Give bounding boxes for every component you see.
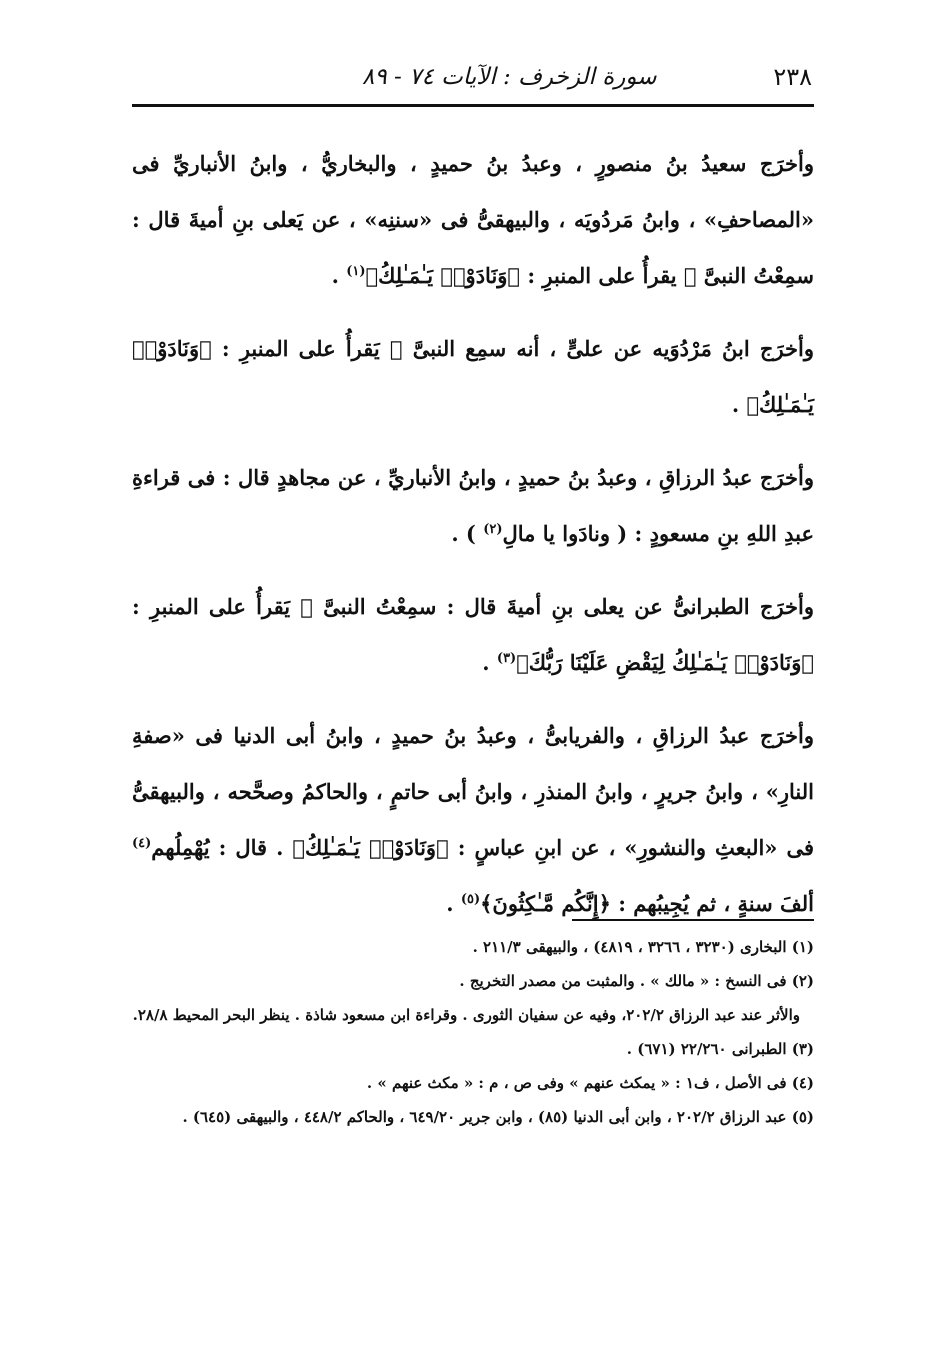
main-text — [132, 136, 814, 949]
paragraph-text: وأخرَج ابنُ مَرْدُوَيه عن علىٍّ ، أنه سمِع النبىَّ ﷺ يَقرأُ على المنبرِ : — [211, 336, 814, 361]
quran-verse: ﴿إِنَّكُم مَّـٰكِثُونَ﴾ — [480, 891, 611, 916]
paragraph-text: . — [731, 392, 747, 417]
paragraph-1 — [132, 136, 814, 304]
header-rule — [132, 104, 814, 107]
paragraph-text: ألفَ سنةٍ ، ثم يُجِيبُهم : — [610, 891, 814, 916]
paragraph-4 — [132, 579, 814, 691]
footnote-reference: (٥) — [460, 892, 481, 907]
footnote-2: (٢) فى النسخ : « مالك » . والمثبت من مصدر التخريج . — [459, 972, 814, 990]
footnote-separator — [572, 919, 814, 921]
quran-verse: ﴿وَنَادَوْا۟ يَـٰمَـٰلِكُ﴾ — [365, 263, 521, 288]
quran-verse: ﴿وَنَادَوْا۟ يَـٰمَـٰلِكُ﴾ — [132, 336, 814, 417]
running-title: سورة الزخرف : الآيات ٧٤ - ٨٩ — [362, 64, 657, 90]
paragraph-2 — [132, 321, 814, 433]
paragraph-text: وأخرَج سعيدُ بنُ منصورٍ ، وعبدُ بنُ حميدٍ ، والبخاريُّ ، وابنُ الأنباريِّ فى «المصاحفِ» ، وابنُ مَردُويَه ، والبيهقىُّ فى «سننِه» ، عن يَعلى بنِ أميةَ قال : سمِعْتُ النبىَّ ﷺ يقرأُ على المنبرِ : — [132, 151, 814, 288]
footnote-5: (٥) عبد الرزاق ٢٠٢/٢ ، وابن أبى الدنيا (٨٥) ، وابن جرير ٦٤٩/٢٠ ، والحاكم ٤٤٨/٢ ، والبيهقى (٦٤٥) . — [182, 1108, 814, 1126]
footnote-2-continuation: والأثر عند عبد الرزاق ٢٠٢/٢، وفيه عن سفيان الثورى . وقراءة ابن مسعود شاذة . ينظر البحر المحيط ٢٨/٨. — [132, 1006, 800, 1024]
paragraph-text: . — [331, 263, 347, 288]
page-header — [132, 52, 812, 102]
footnote-4: (٤) فى الأصل ، ف١ : « يمكث عنهم » وفى ص ، م : « مكث عنهم » . — [366, 1074, 814, 1092]
footnote-1: (١) البخارى (٣٢٣٠ ، ٣٢٦٦ ، ٤٨١٩) ، والبيهقى ٢١١/٣ . — [472, 938, 814, 956]
footnote-reference: (٤) — [132, 836, 152, 851]
footnote-reference: (٣) — [496, 651, 517, 666]
paragraph-text: . قال : يُهْمِلُهم — [151, 835, 293, 860]
footnote-3: (٣) الطبرانى ٢٢/٢٦٠ (٦٧١) . — [626, 1040, 814, 1058]
paragraph-text: وأخرَج الطبرانىُّ عن يعلى بنِ أميةَ قال : سمِعْتُ النبىَّ ﷺ يَقرأُ على المنبرِ : — [132, 594, 814, 619]
page-number: ٢٣٨ — [773, 63, 812, 91]
footnote-reference: (٢) — [483, 522, 503, 537]
paragraph-text: ) . — [451, 521, 484, 546]
footnote-reference: (١) — [346, 264, 366, 279]
quran-verse: ﴿وَنَادَوْا۟ يَـٰمَـٰلِكُ﴾ — [292, 835, 449, 860]
paragraph-5 — [132, 708, 814, 932]
quran-verse: ﴿وَنَادَوْا۟ يَـٰمَـٰلِكُ لِيَقْضِ عَلَيْنَا رَبُّكَ﴾ — [516, 650, 814, 675]
paragraph-text: وأخرَج عبدُ الرزاقِ ، والفريابىُّ ، وعبدُ بنُ حميدٍ ، وابنُ أبى الدنيا فى «صفةِ النارِ» ، وابنُ جريرٍ ، وابنُ المنذرِ ، وابنُ أبى حاتمٍ ، والحاكمُ وصحَّحه ، والبيهقىُّ فى «البعثِ والنشورِ» ، عن ابنِ عباسٍ : — [132, 723, 814, 860]
footnotes — [132, 930, 814, 1134]
paragraph-text: . — [482, 650, 497, 675]
paragraph-text: وأخرَج عبدُ الرزاقِ ، وعبدُ بنُ حميدٍ ، وابنُ الأنباريِّ ، عن مجاهدٍ قال : فى قراءةِ عبدِ اللهِ بنِ مسعودٍ : ( ونادَوا يا مالِ — [132, 465, 814, 546]
paragraph-text: . — [446, 891, 461, 916]
paragraph-3 — [132, 450, 814, 562]
